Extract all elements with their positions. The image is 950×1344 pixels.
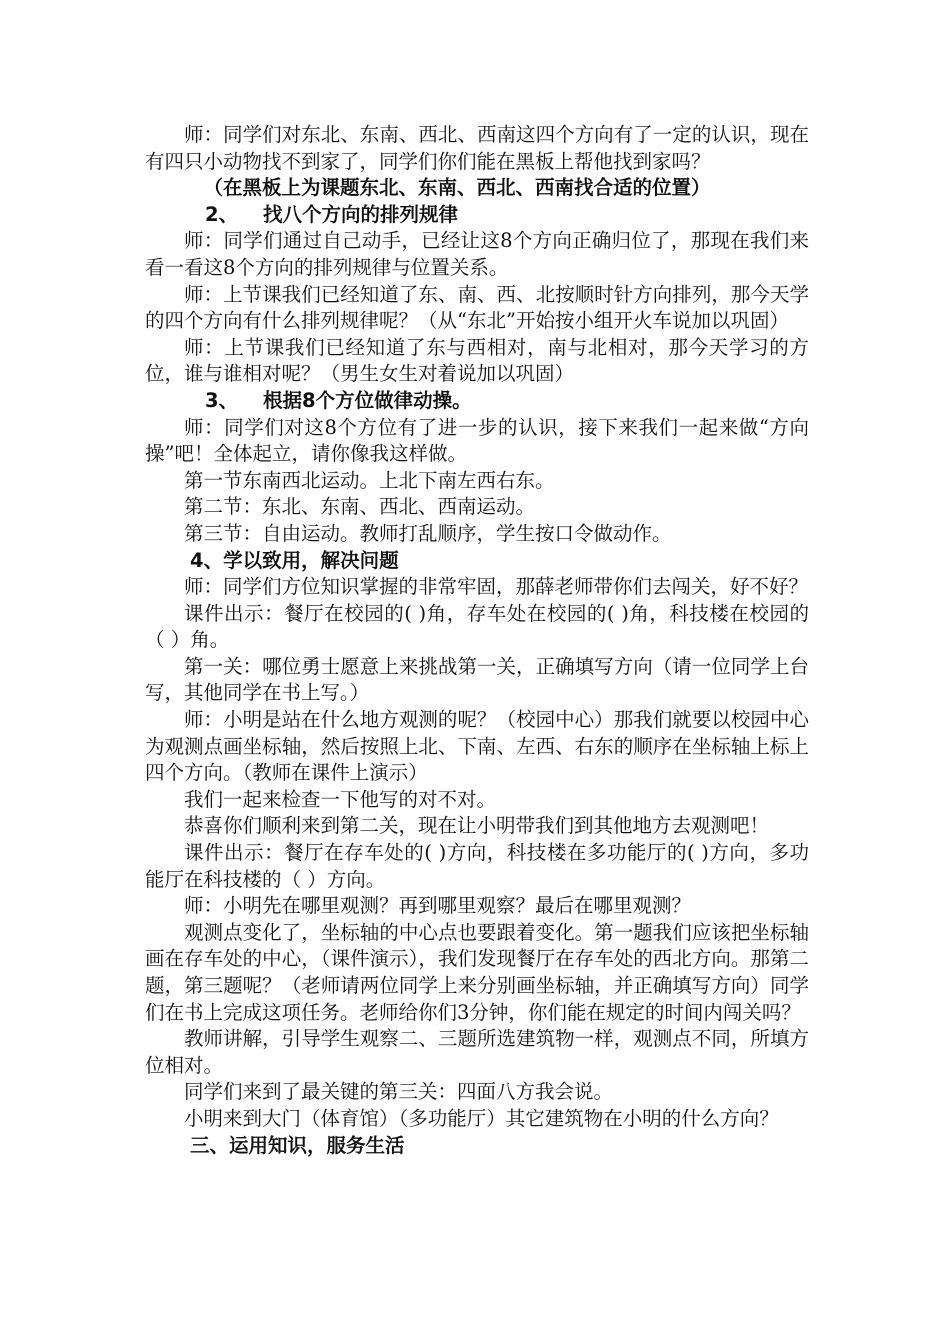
paragraph: 师：同学们对东北、东南、西北、西南这四个方向有了一定的认识，现在有四只小动物找不到家了，同学们你们能在黑板上帮他找到家吗？ — [145, 123, 809, 173]
section-note-heading: （在黑板上为课题东北、东南、西北、西南找合适的位置） — [203, 176, 711, 200]
paragraph: 课件出示：餐厅在校园的( )角，存车处在校园的( )角，科技楼在校园的（ ）角。 — [145, 601, 809, 652]
paragraph: 师：同学们对这8个方位有了进一步的认识，接下来我们一起来做“方向操”吧！全体起立，请你像我这样做。 — [145, 415, 809, 466]
paragraph: 师：小明是站在什么地方观测的呢？（校园中心）那我们就要以校园中心为观测点画坐标轴，然后按照上北、下南、左西、右东的顺序在坐标轴上标上四个方向。（教师在课件上演示） — [145, 708, 809, 785]
section-heading-3 — [145, 388, 809, 415]
paragraph: 教师讲解，引导学生观察二、三题所选建筑物一样，观测点不同，所填方位相对。 — [145, 1027, 809, 1077]
section-heading-three: 三、运用知识，服务生活 — [190, 1133, 405, 1157]
paragraph: 观测点变化了，坐标轴的中心点也要跟着变化。第一题我们应该把坐标轴画在存车处的中心，（课件演示），我们发现餐厅在存车处的西北方向。那第二题，第三题呢？（老师请两位同学上来分别画坐标轴，并正确填写方向）同学们在书上完成这项任务。老师给你们3分钟，你们能在规定的时间内闯关吗？ — [145, 920, 809, 1024]
heading-text: 根据8个方位做律动操。 — [263, 388, 472, 412]
heading-number: 3、 — [205, 388, 239, 412]
heading-text: 找八个方向的排列规律 — [263, 202, 459, 226]
paragraph: 第一关：哪位勇士愿意上来挑战第一关，正确填写方向（请一位同学上台写，其他同学在书上写。） — [145, 654, 809, 705]
paragraph: 小明来到大门（体育馆）（多功能厅）其它建筑物在小明的什么方向？ — [184, 1106, 779, 1130]
document-body — [145, 122, 809, 1159]
paragraph: 师：上节课我们已经知道了东、南、西、北按顺时针方向排列，那今天学的四个方向有什么排列规律呢？（从“东北”开始按小组开火车说加以巩固） — [145, 282, 809, 333]
paragraph: 师：同学们方位知识掌握的非常牢固，那薛老师带你们去闯关，好不好？ — [184, 575, 809, 599]
paragraph: 师：上节课我们已经知道了东与西相对，南与北相对，那今天学习的方位，谁与谁相对呢？（男生女生对着说加以巩固） — [145, 335, 809, 386]
heading-number: 2、 — [205, 202, 239, 226]
section-heading-4: 4、学以致用，解决问题 — [190, 548, 399, 572]
paragraph: 师：小明先在哪里观测？再到哪里观察？最后在哪里观测？ — [184, 894, 692, 918]
paragraph: 第三节：自由运动。教师打乱顺序，学生按口令做动作。 — [184, 521, 672, 545]
paragraph: 课件出示：餐厅在存车处的( )方向，科技楼在多功能厅的( )方向，多功能厅在科技楼的（ ）方向。 — [145, 841, 809, 891]
paragraph: 师：同学们通过自己动手，已经让这8个方向正确归位了，那现在我们来看一看这8个方向的排列规律与位置关系。 — [145, 229, 809, 279]
paragraph: 恭喜你们顺利来到第二关，现在让小明带我们到其他地方去观测吧！ — [184, 814, 770, 838]
section-heading-2 — [145, 202, 809, 229]
paragraph: 我们一起来检查一下他写的对不对。 — [184, 787, 497, 811]
paragraph: 第一节东南西北运动。上北下南左西右东。 — [184, 468, 555, 492]
paragraph: 同学们来到了最关键的第三关：四面八方我会说。 — [184, 1080, 614, 1104]
paragraph: 第二节：东北、东南、西北、西南运动。 — [184, 495, 536, 519]
